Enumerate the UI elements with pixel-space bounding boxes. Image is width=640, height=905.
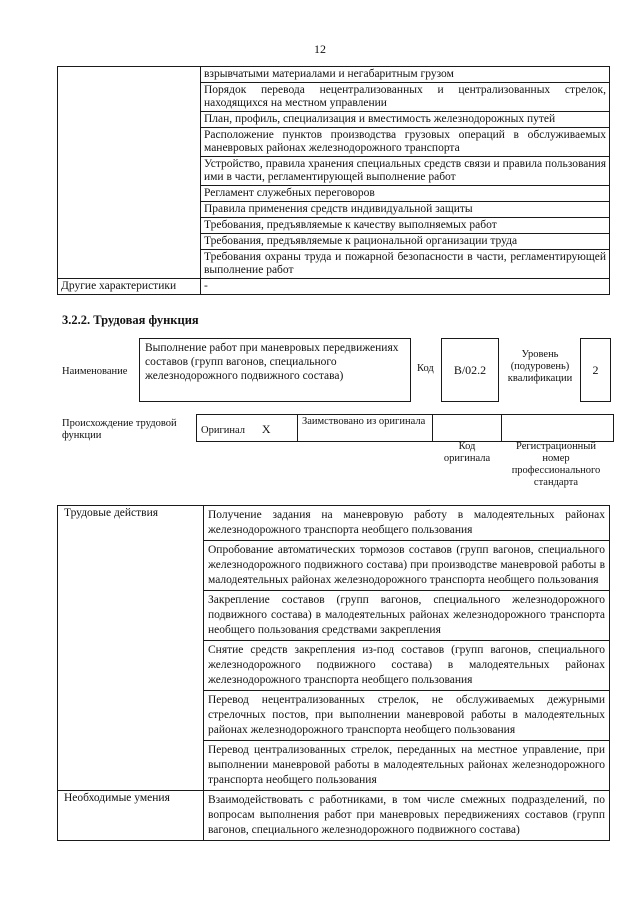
original-cell [197,415,298,442]
original-mark: X [261,422,271,436]
function-code-value: B/02.2 [441,338,499,402]
function-name-value: Выполнение работ при маневровых передвижениях составов (групп вагонов, специального железнодорожного подвижного состава) [139,338,411,402]
table-cell: взрывчатыми материалами и негабаритным грузом [201,67,610,83]
table-cell: Опробование автоматических тормозов составов (групп вагонов, специального железнодорожного подвижного состава) при производстве маневровой работы в малодеятельных районах железнодорожного транспорта необщего пользования [204,541,610,591]
table-row [58,67,610,83]
table-cell: Перевод нецентрализованных стрелок, не обслуживаемых дежурными стрелочных постов, при выполнении маневровой работы в малодеятельных районах железнодорожного транспорта необщего пользования [204,691,610,741]
table-cell: Закрепление составов (групп вагонов, специального железнодорожного подвижного состава) в малодеятельных районах железнодорожного транспорта необщего пользования средствами закрепления [204,591,610,641]
table-cell: Требования, предъявляемые к рациональной организации труда [201,234,610,250]
labor-actions-label: Трудовые действия [58,506,204,791]
table-cell: Требования охраны труда и пожарной безопасности в части, регламентирующей выполнение работ [201,250,610,279]
original-label: Оригинал [201,425,245,436]
table-cell: Расположение пунктов производства грузовых операций в обслуживаемых маневровых районах железнодорожного транспорта [201,128,610,157]
table-cell: Регламент служебных переговоров [201,186,610,202]
reg-number-label: Регистрационный номер профессионального стандарта [511,441,601,488]
reg-number-cell [502,415,614,442]
other-characteristics-value: - [201,279,610,295]
other-characteristics-label: Другие характеристики [58,279,201,295]
table-cell: Снятие средств закрепления из-под составов (групп вагонов, специального железнодорожного подвижного состава) в малодеятельных районах железнодорожного транспорта необщего пользования [204,641,610,691]
table-row [197,415,614,442]
table-cell: Взаимодействовать с работниками, в том числе смежных подразделений, по вопросам выполнения работ при маневровых передвижениях составов (групп вагонов, специального железнодорожного подвижного состава) [204,791,610,841]
table-cell: Порядок перевода нецентрализованных и централизованных стрелок, находящихся на местном управлении [201,83,610,112]
knowledge-label-cell [58,67,201,279]
table-row [58,279,610,295]
origin-table [196,414,614,442]
table-row [58,506,610,541]
table-cell: Перевод централизованных стрелок, переданных на местное управление, при выполнении маневровой работы в малодеятельных районах железнодорожного транспорта необщего пользования [204,741,610,791]
qualification-level-value: 2 [580,338,611,402]
code-original-label: Код оригинала [443,441,491,464]
name-label: Наименование [62,366,128,377]
borrowed-label: Заимствовано из оригинала [298,415,433,442]
qualification-level-label: Уровень (подуровень) квалификации [507,349,573,384]
code-label: Код [417,363,434,374]
origin-label: Происхождение трудовой функции [62,418,177,441]
table-cell: План, профиль, специализация и вместимость железнодорожных путей [201,112,610,128]
table-cell: Требования, предъявляемые к качеству выполняемых работ [201,218,610,234]
knowledge-table-continued [57,66,610,295]
section-title: 3.2.2. Трудовая функция [62,313,199,327]
table-cell: Правила применения средств индивидуальной защиты [201,202,610,218]
table-row [58,791,610,841]
code-original-cell [433,415,502,442]
skills-label: Необходимые умения [58,791,204,841]
table-cell: Устройство, правила хранения специальных средств связи и правила пользования ими в части, регламентирующей выполнение работ [201,157,610,186]
labor-function-table [57,505,610,841]
table-cell: Получение задания на маневровую работу в малодеятельных районах железнодорожного транспорта необщего пользования [204,506,610,541]
page-number: 12 [314,42,326,56]
